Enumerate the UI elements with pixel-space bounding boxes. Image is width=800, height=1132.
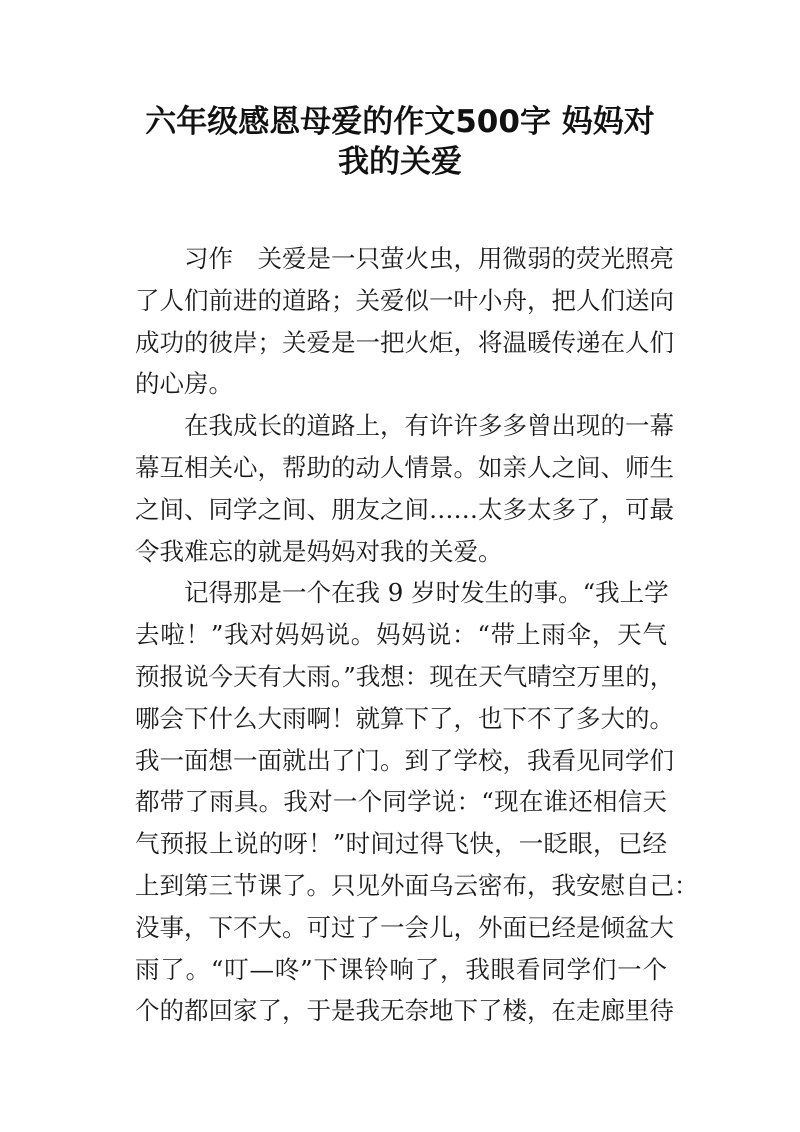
text-line: 气预报上说的呀！”时间过得飞快，一眨眼，已经 <box>135 829 667 859</box>
paragraph-1 <box>135 238 674 405</box>
text-line: 幕互相关心，帮助的动人情景。如亲人之间、师生 <box>135 452 674 482</box>
document-title <box>100 102 700 182</box>
title-line-1: 六年级感恩母爱的作文500字 妈妈对 <box>145 104 655 140</box>
text-line: 成功的彼岸；关爱是一把火炬，将温暖传递在人们 <box>135 327 674 357</box>
text-line: 雨了。“叮—咚”下课铃响了，我眼看同学们一个 <box>135 954 667 984</box>
text-line: 的心房。 <box>135 369 233 399</box>
text-line: 令我难忘的就是妈妈对我的关爱。 <box>135 536 503 566</box>
text-line: 哪会下什么大雨啊！就算下了，也下不了多大的。 <box>135 703 674 733</box>
text-line: 上到第三节课了。只见外面乌云密布，我安慰自己： <box>135 870 699 900</box>
text-line: 记得那是一个在我 9 岁时发生的事。“我上学 <box>184 578 669 608</box>
text-line: 我一面想一面就出了门。到了学校，我看见同学们 <box>135 745 674 775</box>
text-line: 预报说今天有大雨。”我想：现在天气晴空万里的， <box>135 661 675 691</box>
text-line: 之间、同学之间、朋友之间……太多太多了，可最 <box>135 494 674 524</box>
text-line: 个的都回家了，于是我无奈地下了楼，在走廊里待 <box>135 996 674 1026</box>
text-line: 都带了雨具。我对一个同学说：“现在谁还相信天 <box>135 787 667 817</box>
paragraph-3 <box>135 572 699 1032</box>
title-line-2: 我的关爱 <box>338 144 462 180</box>
text-line: 在我成长的道路上，有许许多多曾出现的一幕 <box>184 411 674 441</box>
text-line: 了人们前进的道路；关爱似一叶小舟，把人们送向 <box>135 285 674 315</box>
text-line: 习作 关爱是一只萤火虫，用微弱的荧光照亮 <box>184 244 674 273</box>
paragraph-2 <box>135 405 674 572</box>
document-body <box>135 238 699 1032</box>
text-line: 没事，下不大。可过了一会儿，外面已经是倾盆大 <box>135 912 674 942</box>
text-line: 去啦！”我对妈妈说。妈妈说：“带上雨伞，天气 <box>135 620 667 650</box>
